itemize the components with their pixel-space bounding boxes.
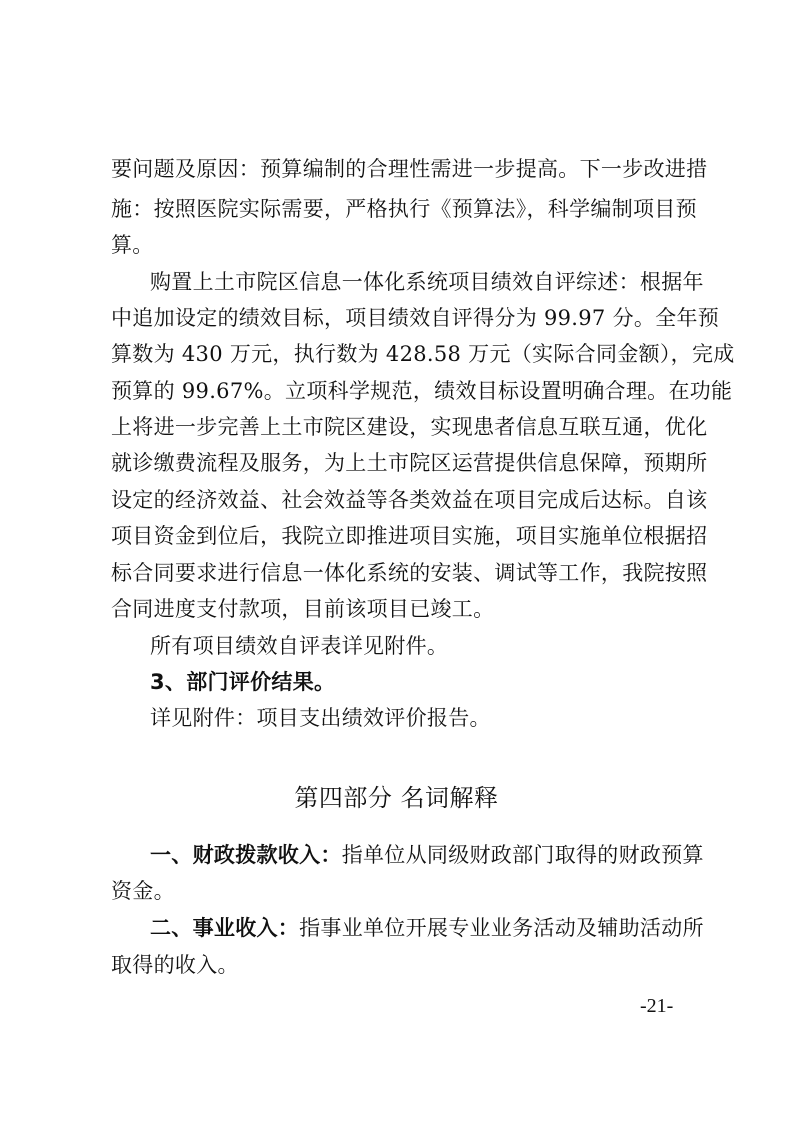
- section-title: 第四部分 名词解释: [294, 784, 499, 812]
- text-line: 预算的 99.67%。立项科学规范，绩效目标设置明确合理。在功能: [111, 379, 733, 403]
- text-line: 购置上土市院区信息一体化系统项目绩效自评综述：根据年: [150, 270, 704, 294]
- text-line: 中追加设定的绩效目标，项目绩效自评得分为 99.97 分。全年预: [111, 306, 720, 330]
- text-line: 标合同要求进行信息一体化系统的安装、调试等工作，我院按照: [111, 561, 708, 585]
- term-label: 二、事业收入：: [150, 916, 300, 940]
- term-entry: [150, 913, 704, 943]
- text-line: 上将进一步完善上土市院区建设，实现患者信息互联互通，优化: [111, 415, 708, 439]
- text-line: 施：按照医院实际需要，严格执行《预算法》，科学编制项目预: [111, 197, 697, 221]
- text-line: 项目资金到位后，我院立即推进项目实施，项目实施单位根据招: [111, 524, 708, 548]
- text-line: 资金。: [111, 879, 175, 903]
- term-label: 一、财政拨款收入：: [150, 843, 342, 867]
- text-line: 取得的收入。: [111, 953, 239, 977]
- text-line: 设定的经济效益、社会效益等各类效益在项目完成后达标。自该: [111, 488, 708, 512]
- term-definition: 指单位从同级财政部门取得的财政预算: [341, 843, 704, 867]
- text-line: 算数为 430 万元，执行数为 428.58 万元（实际合同金额），完成: [111, 342, 735, 366]
- page-number: -21-: [640, 995, 674, 1017]
- text-line: 详见附件：项目支出绩效评价报告。: [150, 706, 491, 730]
- text-line: 就诊缴费流程及服务，为上土市院区运营提供信息保障，预期所: [111, 451, 708, 475]
- term-definition: 指事业单位开展专业业务活动及辅助活动所: [299, 916, 704, 940]
- subheading: 3、部门评价结果。: [150, 670, 336, 694]
- text-line: 所有项目绩效自评表详见附件。: [150, 634, 449, 658]
- term-entry: [150, 840, 704, 870]
- text-line: 要问题及原因：预算编制的合理性需进一步提高。下一步改进措: [111, 157, 708, 181]
- text-line: 算。: [111, 233, 154, 257]
- text-line: 合同进度支付款项，目前该项目已竣工。: [111, 597, 495, 621]
